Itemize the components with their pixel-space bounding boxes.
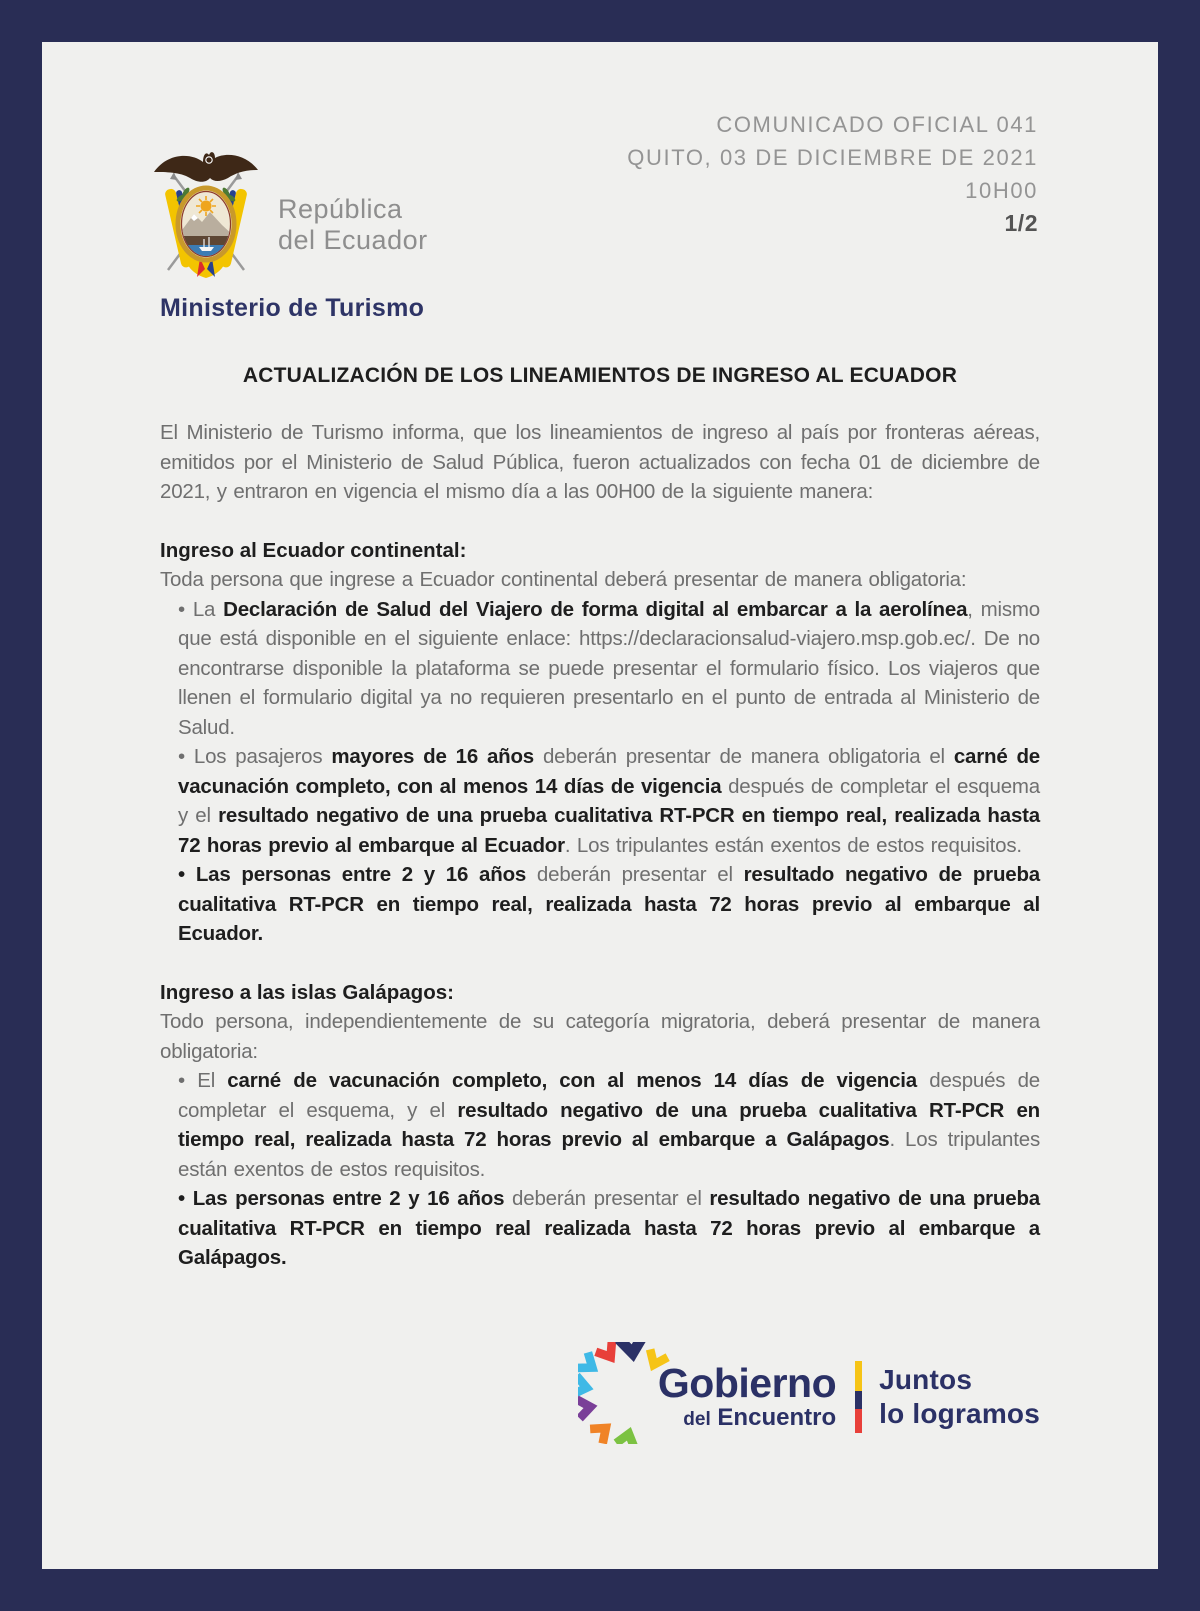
del-encuentro-text [683, 1405, 836, 1432]
ministry-title: Ministerio de Turismo [160, 294, 425, 322]
section-heading: Ingreso a las islas Galápagos: [160, 980, 454, 1004]
slogan-line2: lo logramos [879, 1398, 1040, 1429]
flag-divider-yellow [855, 1361, 862, 1391]
bullet-item: • La Declaración de Salud del Viajero de forma digital al embarcar a la aerolínea, mismo que está disponible en el siguiente enlace: https://declaracionsalud-viajero.msp.gob.ec/. De no encontrarse disponible la plataforma se puede presentar el formulario físico. Los viajeros que llenen el formulario digital ya no requieren presentarlo en el punto de entrada al Ministerio de Salud. [178, 597, 1040, 739]
ecuador-coat-of-arms-icon [148, 142, 264, 280]
gobierno-wordmark [658, 1362, 836, 1432]
page-number: 1/2 [1004, 210, 1038, 236]
section-lead: Todo persona, independientemente de su categoría migratoria, deberá presentar de manera obligatoria: [160, 1010, 1040, 1063]
comunicado-date: QUITO, 03 DE DICIEMBRE DE 2021 [627, 145, 1038, 170]
document-page [42, 42, 1158, 1569]
section-galapagos [160, 978, 1040, 1273]
slogan [879, 1363, 1040, 1431]
gobierno-brand [578, 1346, 1040, 1448]
gobierno-burst-icon [578, 1342, 674, 1444]
gobierno-text: Gobierno [657, 1360, 837, 1406]
republic-logo [148, 142, 428, 280]
section-lead: Toda persona que ingrese a Ecuador continental deberá presentar de manera obligatoria: [160, 568, 967, 591]
bullet-item: • El carné de vacunación completo, con al menos 14 días de vigencia después de completar el esquema, y el resultado negativo de una prueba cualitativa RT-PCR en tiempo real, realizada hasta 72 horas previo al embarque a Galápagos. Los tripulantes están exentos de estos requisitos. [178, 1069, 1040, 1181]
section-heading: Ingreso al Ecuador continental: [160, 538, 467, 562]
comunicado-number: COMUNICADO OFICIAL 041 [716, 112, 1038, 137]
encuentro-text: Encuentro [717, 1404, 837, 1431]
republic-caption-line2: del Ecuador [278, 225, 428, 255]
bullet-item: • Las personas entre 2 y 16 años deberán presentar el resultado negativo de prueba cualitativa RT-PCR en tiempo real, realizada hasta 72 horas previo al embarque al Ecuador. [178, 863, 1040, 945]
comunicado-time: 10H00 [965, 178, 1038, 203]
document-title: ACTUALIZACIÓN DE LOS LINEAMIENTOS DE INGRESO AL ECUADOR [242, 364, 958, 387]
section-ecuador-continental [160, 536, 1040, 949]
flag-divider-red [855, 1409, 862, 1433]
flag-divider [855, 1361, 862, 1433]
intro-paragraph: El Ministerio de Turismo informa, que los lineamientos de ingreso al país por fronteras aéreas, emitidos por el Ministerio de Salud Pública, fueron actualizados con fecha 01 de diciembre de 2021, y entraron en vigencia el mismo día a las 00H00 de la siguiente manera: [160, 421, 1040, 503]
republic-caption-line1: República [278, 194, 403, 224]
document-header-meta [627, 108, 1038, 240]
bullet-item: • Los pasajeros mayores de 16 años deberán presentar de manera obligatoria el carné de vacunación completo, con al menos 14 días de vigencia después de completar el esquema y el resultado negativo de una prueba cualitativa RT-PCR en tiempo real, realizada hasta 72 horas previo al embarque al Ecuador. Los tripulantes están exentos de estos requisitos. [178, 745, 1040, 857]
slogan-line1: Juntos [879, 1364, 973, 1395]
document-body [160, 364, 1040, 1273]
flag-divider-blue [855, 1391, 862, 1408]
del-text: del [683, 1409, 711, 1430]
bullet-item: • Las personas entre 2 y 16 años deberán presentar el resultado negativo de una prueba cualitativa RT-PCR en tiempo real realizada hasta 72 horas previo al embarque a Galápagos. [178, 1187, 1040, 1269]
republic-caption [278, 194, 428, 256]
